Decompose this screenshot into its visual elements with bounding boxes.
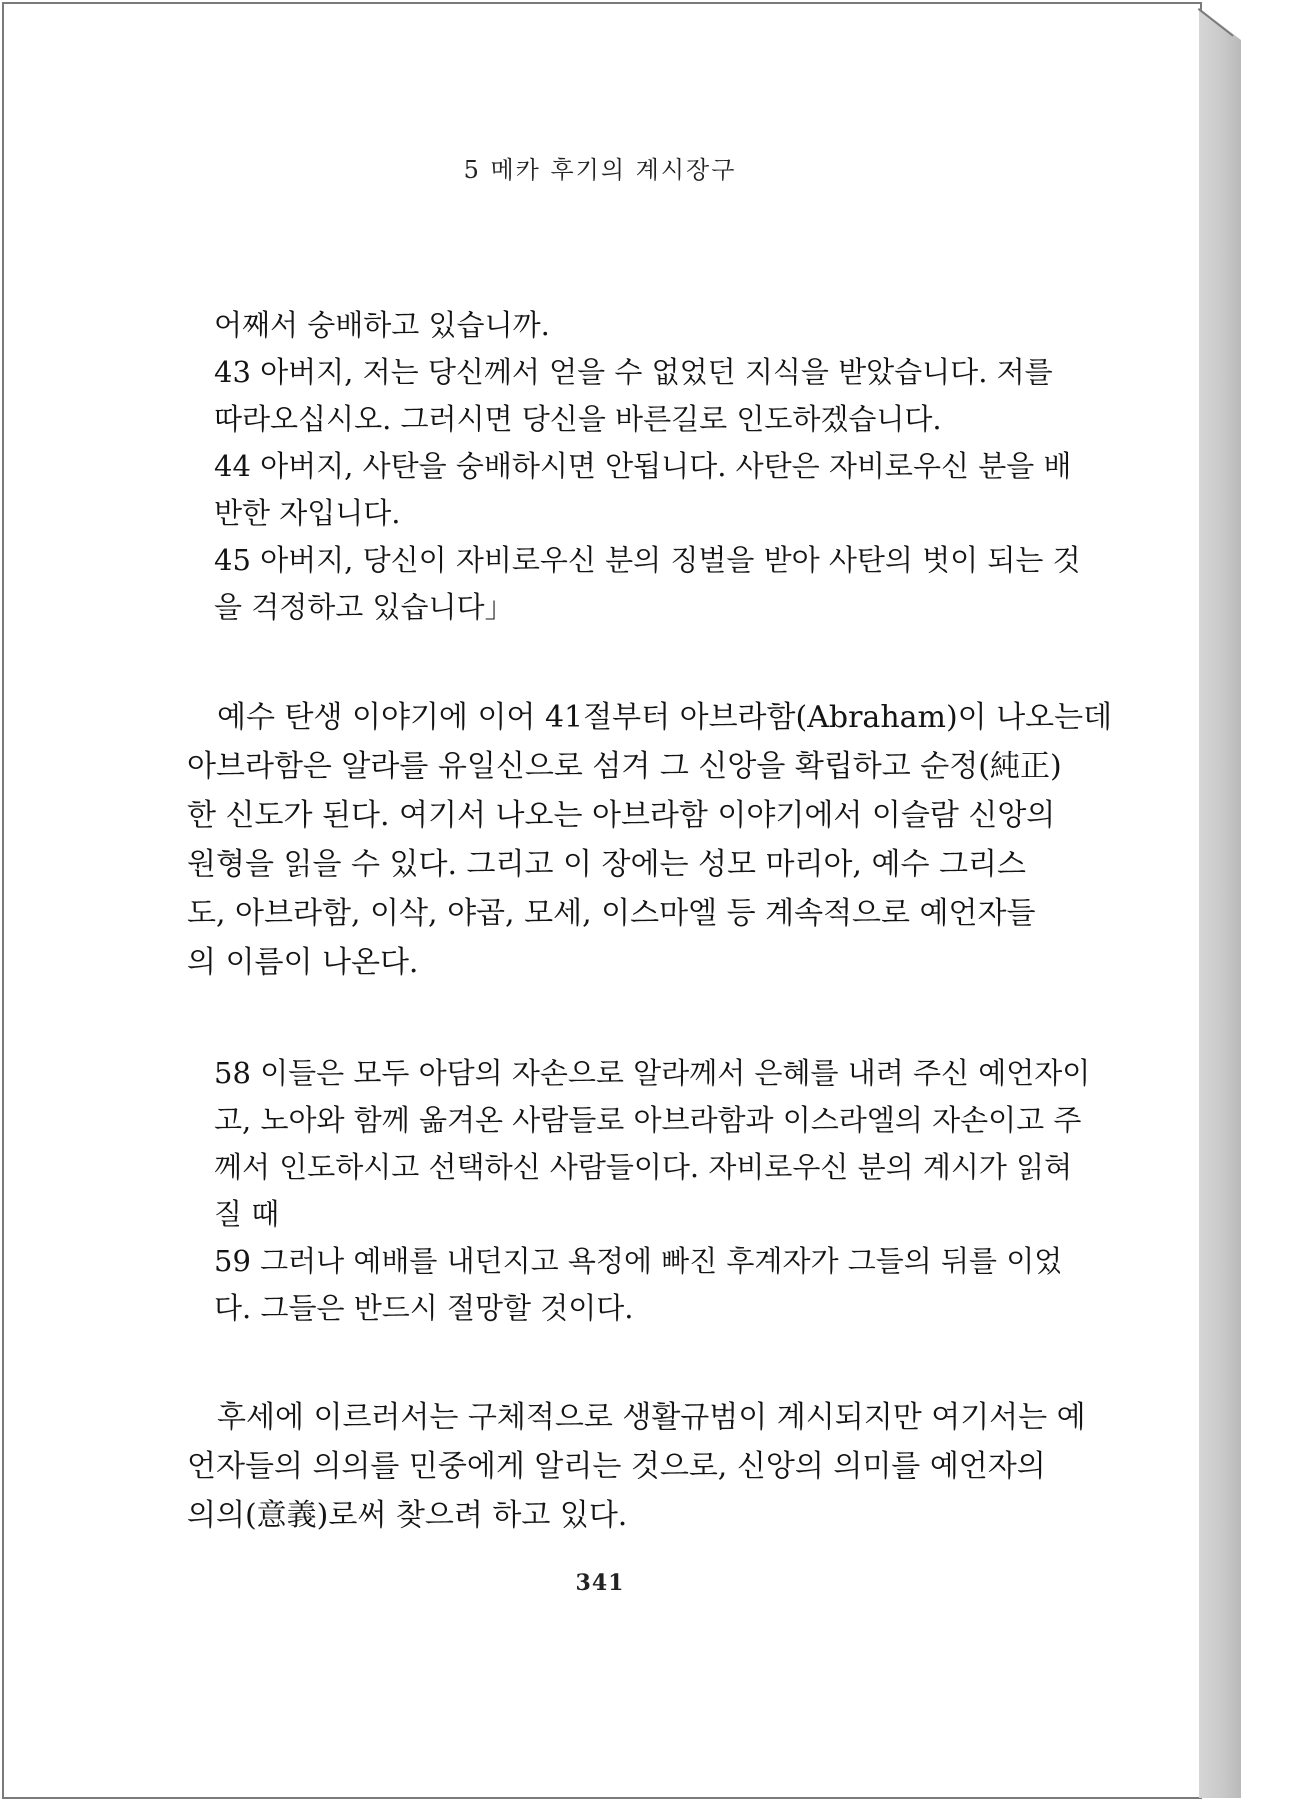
running-header: 5 메카 후기의 계시장구 <box>463 156 737 184</box>
paragraph-line: 한 신도가 된다. 여기서 나오는 아브라함 이야기에서 이슬람 신앙의 <box>187 798 1056 833</box>
quote-line: 44 아버지, 사탄을 숭배하시면 안됩니다. 사탄은 자비로우신 분을 배 <box>214 449 1072 483</box>
paragraph-line: 아브라함은 알라를 유일신으로 섬겨 그 신앙을 확립하고 순정(純正) <box>187 749 1062 784</box>
quote-line: 고, 노아와 함께 옮겨온 사람들로 아브라함과 이스라엘의 자손이고 주 <box>214 1103 1082 1137</box>
page-stack-edge <box>1199 8 1241 1798</box>
paragraph-line: 도, 아브라함, 이삭, 야곱, 모세, 이스마엘 등 계속적으로 예언자들 <box>187 896 1036 931</box>
paragraph-line: 의 이름이 나온다. <box>187 945 419 980</box>
quote-line: 다. 그들은 반드시 절망할 것이다. <box>214 1291 634 1325</box>
quote-line: 58 이들은 모두 아담의 자손으로 알라께서 은혜를 내려 주신 예언자이 <box>214 1056 1091 1090</box>
quote-line: 45 아버지, 당신이 자비로우신 분의 징벌을 받아 사탄의 벗이 되는 것 <box>214 543 1081 577</box>
paragraph-line: 예수 탄생 이야기에 이어 41절부터 아브라함(Abraham)이 나오는데 <box>217 700 1113 735</box>
paragraph-1 <box>187 693 1113 987</box>
quote-block-2 <box>214 1050 1091 1332</box>
paragraph-line: 원형을 읽을 수 있다. 그리고 이 장에는 성모 마리아, 예수 그리스 <box>187 847 1026 882</box>
quote-line: 질 때 <box>214 1197 280 1231</box>
quote-line: 어째서 숭배하고 있습니까. <box>214 308 550 342</box>
paragraph-line: 의의(意義)로써 찾으려 하고 있다. <box>187 1498 628 1533</box>
paragraph-line: 후세에 이르러서는 구체적으로 생활규범이 계시되지만 여기서는 예 <box>217 1400 1086 1435</box>
paragraph-2 <box>187 1393 1086 1540</box>
quote-block-1 <box>214 302 1081 631</box>
paragraph-line: 언자들의 의의를 민중에게 알리는 것으로, 신앙의 의미를 예언자의 <box>187 1449 1046 1484</box>
page-number: 341 <box>575 1570 625 1596</box>
quote-line: 반한 자입니다. <box>214 496 401 530</box>
quote-line: 따라오십시오. 그러시면 당신을 바른길로 인도하겠습니다. <box>214 402 942 436</box>
quote-line: 을 걱정하고 있습니다」 <box>214 590 514 624</box>
quote-line: 께서 인도하시고 선택하신 사람들이다. 자비로우신 분의 계시가 읽혀 <box>214 1150 1073 1184</box>
quote-line: 59 그러나 예배를 내던지고 욕정에 빠진 후계자가 그들의 뒤를 이었 <box>214 1244 1063 1278</box>
quote-line: 43 아버지, 저는 당신께서 얻을 수 없었던 지식을 받았습니다. 저를 <box>214 355 1053 389</box>
